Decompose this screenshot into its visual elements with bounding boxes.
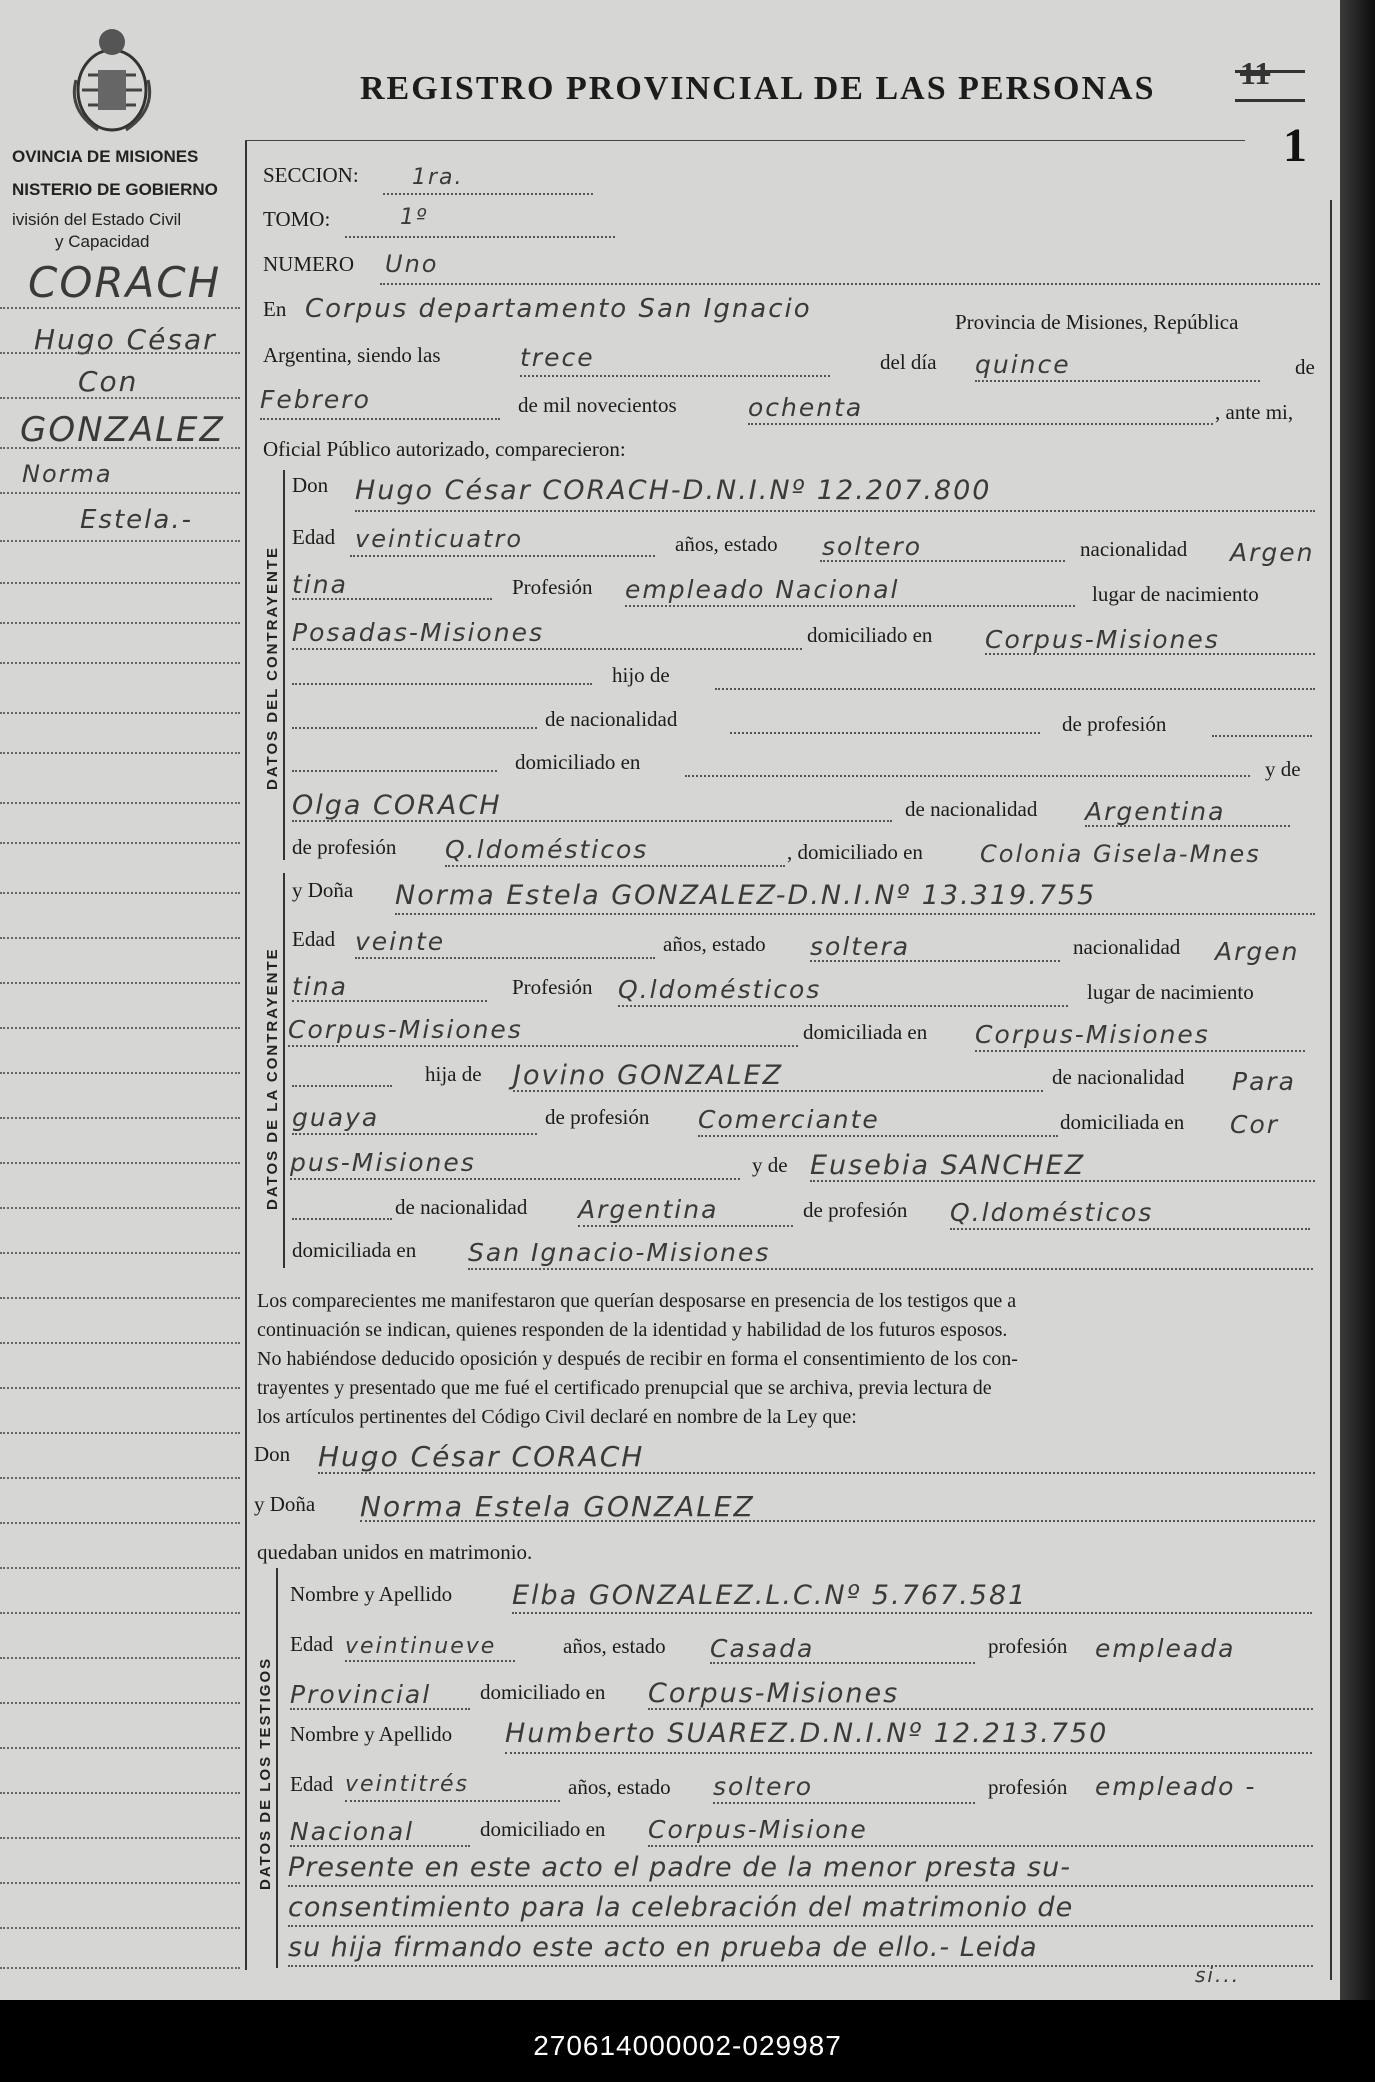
bride-nac-part1: Argen — [1215, 937, 1300, 966]
groom-age: veinticuatro — [355, 525, 523, 553]
groom-y-de-label: y de — [1265, 757, 1301, 781]
groom-estado: soltero — [822, 532, 923, 561]
margin-name-6: Estela.- — [80, 505, 193, 535]
groom-anios-label: años, estado — [675, 532, 778, 556]
year-value: ochenta — [748, 393, 864, 422]
groom-mother-nac-label: de nacionalidad — [905, 797, 1038, 821]
left-column-border — [245, 140, 247, 1970]
groom-nac-part2: tina — [292, 570, 348, 599]
ante-label: , ante mi, — [1215, 400, 1294, 424]
w1-prof-part2: Provincial — [290, 1680, 432, 1709]
note-line-3: su hija firmando este acto en prueba de ello.- Leida — [288, 1932, 1038, 1963]
groom-domiciliado-label: domiciliado en — [807, 623, 933, 647]
del-dia-label: del día — [880, 350, 937, 374]
groom-lugar-label: lugar de nacimiento — [1092, 582, 1259, 606]
mil-label: de mil novecientos — [518, 393, 677, 417]
w1-anios-label: años, estado — [563, 1634, 666, 1658]
note-line-2: consentimiento para la celebración del matrimonio de — [288, 1892, 1074, 1923]
decl-bride: Norma Estela GONZALEZ — [360, 1490, 755, 1523]
w2-prof-part1: empleado - — [1095, 1772, 1257, 1801]
groom-mother-dom: Colonia Gisela-Mnes — [980, 840, 1261, 868]
groom-profesion: empleado Nacional — [625, 575, 900, 604]
bride-father-nac-part2: guaya — [292, 1103, 380, 1132]
groom-nacionalidad-label: nacionalidad — [1080, 537, 1188, 561]
bride-mother-name: Eusebia SANCHEZ — [810, 1150, 1086, 1181]
ministry-line: NISTERIO DE GOBIERNO — [12, 180, 218, 199]
groom-domicile: Corpus-Misiones — [985, 625, 1220, 654]
groom-name: Hugo César CORACH-D.N.I.Nº 12.207.800 — [355, 475, 992, 506]
decl-closing: quedaban unidos en matrimonio. — [257, 1540, 533, 1564]
groom-mother-dom-label: , domiciliado en — [787, 840, 923, 864]
bride-anios-label: años, estado — [663, 932, 766, 956]
w1-domicile: Corpus-Misiones — [648, 1678, 900, 1709]
bride-name: Norma Estela GONZALEZ-D.N.I.Nº 13.319.755 — [395, 880, 1097, 911]
groom-don-label: Don — [292, 473, 329, 497]
bride-profesion-label: Profesión — [512, 975, 593, 999]
note-line-1: Presente en este acto el padre de la menor presta su- — [288, 1852, 1071, 1883]
bride-bracket — [283, 873, 285, 1268]
coat-of-arms-icon — [68, 20, 156, 138]
groom-mother-prof-label: de profesión — [292, 835, 397, 859]
w2-prof-part2: Nacional — [290, 1817, 415, 1846]
w1-name: Elba GONZALEZ.L.C.Nº 5.767.581 — [512, 1580, 1028, 1611]
bride-y-de-label: y de — [752, 1153, 788, 1177]
groom-profesion-label: Profesión — [512, 575, 593, 599]
margin-name-2: Hugo César — [34, 323, 217, 356]
numero-label: NUMERO — [263, 252, 355, 276]
margin-name-1: CORACH — [28, 258, 222, 307]
margin-name-4: GONZALEZ — [20, 410, 225, 450]
page-shadow — [1340, 0, 1375, 2082]
bride-age: veinte — [355, 927, 446, 956]
w1-prof-part1: empleada — [1095, 1634, 1236, 1663]
hour-value: trece — [520, 343, 595, 372]
groom-bracket — [283, 470, 285, 860]
bride-mother-prof-label: de profesión — [803, 1198, 908, 1222]
witness-bracket — [276, 1568, 278, 1968]
groom-mother-prof: Q.ldomésticos — [445, 835, 649, 864]
bride-mother-dom-label: domiciliada en — [292, 1238, 417, 1262]
margin-name-3: Con — [78, 365, 139, 398]
w2-anios-label: años, estado — [568, 1775, 671, 1799]
barcode-label: 270614000002-029987 — [533, 2030, 842, 2061]
w1-profesion-label: profesión — [988, 1634, 1068, 1658]
decl-groom: Hugo César CORACH — [318, 1440, 645, 1473]
w2-domicile: Corpus-Misione — [648, 1815, 868, 1844]
decl-don-label: Don — [254, 1442, 291, 1466]
bride-father-prof: Comerciante — [698, 1105, 880, 1134]
page-number-strike-lines — [1235, 70, 1305, 102]
numero-value: Uno — [385, 250, 439, 278]
groom-section-label: DATOS DEL CONTRAYENTE — [264, 546, 281, 790]
bride-mother-dom: San Ignacio-Misiones — [468, 1238, 771, 1267]
bride-dona-label: y Doña — [292, 878, 354, 902]
note-line-4: si... — [1195, 1963, 1241, 1987]
w2-profesion-label: profesión — [988, 1775, 1068, 1799]
groom-nac-part1: Argen — [1230, 538, 1315, 567]
w2-name: Humberto SUAREZ.D.N.I.Nº 12.213.750 — [505, 1718, 1109, 1749]
bride-estado: soltera — [810, 932, 911, 961]
bride-father-nac-label: de nacionalidad — [1052, 1065, 1185, 1089]
decl-dona-label: y Doña — [254, 1492, 316, 1516]
bride-father-name: Jovino GONZALEZ — [513, 1060, 784, 1091]
header-rule — [245, 140, 1245, 141]
bride-father-dom-part2: pus-Misiones — [290, 1148, 476, 1177]
declaration-line-1: Los comparecientes me manifestaron que querían desposarse en presencia de los testigos que a — [257, 1290, 1017, 1312]
bride-lugar-label: lugar de nacimiento — [1087, 980, 1254, 1004]
witness-section-label: DATOS DE LOS TESTIGOS — [257, 1656, 274, 1890]
place-value: Corpus departamento San Ignacio — [305, 294, 812, 324]
w2-nombre-label: Nombre y Apellido — [290, 1722, 453, 1746]
bride-domiciliada-label: domiciliada en — [803, 1020, 928, 1044]
seccion-value: 1ra. — [412, 165, 464, 190]
day-value: quince — [975, 350, 1071, 379]
capacity-line: y Capacidad — [55, 232, 150, 251]
month-value: Febrero — [260, 385, 371, 414]
bride-hija-label: hija de — [425, 1062, 482, 1086]
w2-estado: soltero — [713, 1772, 814, 1801]
en-label: En — [263, 297, 287, 321]
right-border — [1330, 200, 1332, 1980]
bride-mother-prof: Q.ldomésticos — [950, 1198, 1154, 1227]
w1-estado: Casada — [710, 1634, 815, 1663]
oficial-text: Oficial Público autorizado, comparecieron: — [263, 437, 626, 461]
bride-domicile: Corpus-Misiones — [975, 1020, 1210, 1049]
page-number: 1 — [1283, 119, 1307, 172]
declaration-line-5: los artículos pertinentes del Código Civil declaré en nombre de la Ley que: — [257, 1406, 857, 1428]
argentina-text: Argentina, siendo las — [263, 343, 441, 367]
bride-birthplace: Corpus-Misiones — [288, 1015, 523, 1044]
declaration-line-3: No habiéndose deducido oposición y después de recibir en forma el consentimiento de los con- — [257, 1348, 1018, 1370]
w2-edad-label: Edad — [290, 1772, 334, 1796]
groom-father-prof-label: de profesión — [1062, 712, 1167, 736]
tomo-label: TOMO: — [263, 207, 331, 231]
de-label: de — [1295, 355, 1315, 379]
bride-father-dom-label: domiciliada en — [1060, 1110, 1185, 1134]
bride-father-prof-label: de profesión — [545, 1105, 650, 1129]
bride-profesion: Q.ldomésticos — [618, 975, 822, 1004]
division-line: ivisión del Estado Civil — [12, 210, 182, 229]
bride-edad-label: Edad — [292, 927, 336, 951]
w1-edad-label: Edad — [290, 1632, 334, 1656]
bride-father-nac-part1: Para — [1232, 1067, 1296, 1096]
bride-section-label: DATOS DE LA CONTRAYENTE — [264, 947, 281, 1210]
declaration-line-4: trayentes y presentado que me fué el certificado prenupcial que se archiva, previa lectura de — [257, 1377, 992, 1399]
declaration-line-2: continuación se indican, quienes responden de la identidad y habilidad de los futuros esposos. — [257, 1319, 1008, 1341]
groom-hijo-label: hijo de — [612, 663, 670, 687]
page-title: REGISTRO PROVINCIAL DE LAS PERSONAS — [360, 70, 1156, 107]
bride-nacionalidad-label: nacionalidad — [1073, 935, 1181, 959]
w1-nombre-label: Nombre y Apellido — [290, 1582, 453, 1606]
w1-age: veintinueve — [345, 1634, 497, 1659]
w2-domiciliado-label: domiciliado en — [480, 1817, 606, 1841]
bride-nac-part2: tina — [292, 972, 348, 1001]
bride-mother-nac-label: de nacionalidad — [395, 1195, 528, 1219]
province-line: OVINCIA DE MISIONES — [12, 147, 199, 166]
groom-father-dom-label: domiciliado en — [515, 750, 641, 774]
groom-father-nac-label: de nacionalidad — [545, 707, 678, 731]
groom-edad-label: Edad — [292, 525, 336, 549]
bride-father-dom-part1: Cor — [1230, 1110, 1280, 1139]
bride-mother-nac: Argentina — [578, 1195, 719, 1224]
w2-age: veintitrés — [345, 1772, 470, 1797]
province-text: Provincia de Misiones, República — [955, 310, 1239, 334]
tomo-value: 1º — [400, 205, 429, 230]
w1-domiciliado-label: domiciliado en — [480, 1680, 606, 1704]
groom-mother-nac: Argentina — [1085, 797, 1226, 826]
margin-name-5: Norma — [22, 460, 113, 488]
page-number-struck: 11 — [1240, 55, 1271, 91]
seccion-label: SECCION: — [263, 163, 359, 187]
groom-mother-name: Olga CORACH — [292, 790, 502, 821]
groom-birthplace: Posadas-Misiones — [292, 618, 544, 647]
